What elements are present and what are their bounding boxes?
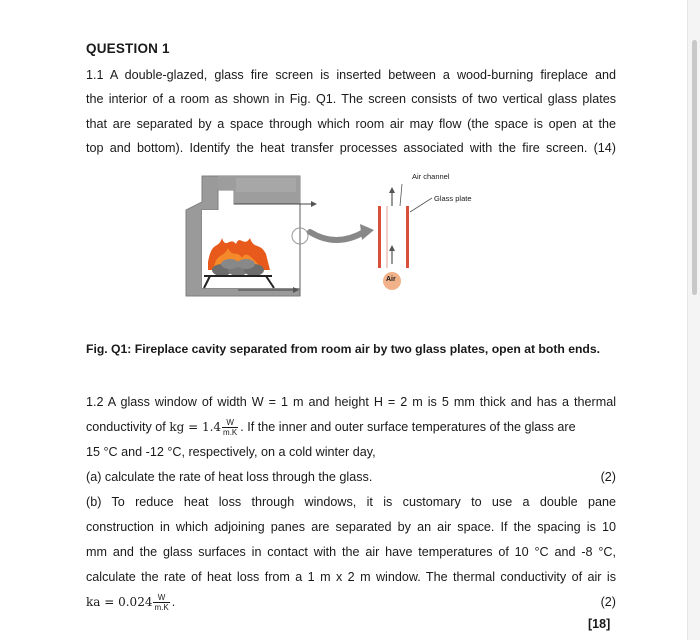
q12-line: 15 °C and -12 °C, respectively, on a cold winter day, [86,445,376,459]
total-marks: [18] [588,617,611,631]
glass-plate-label: Glass plate [434,194,472,203]
kg-expression: kg = 1.4 [169,420,222,434]
q12-line-post: . If the inner and outer surface temperatures of the glass are [240,420,576,434]
part-b-line: (b) To reduce heat loss through windows, it is customary to use a double pane [86,495,616,509]
question-1-1-text [86,63,616,160]
part-a-row [86,465,616,490]
kg-unit-fraction [222,418,238,437]
part-a-text: (a) calculate the rate of heat loss through the glass. [86,470,373,484]
fireplace-diagram [178,170,508,310]
scrollbar-thumb[interactable] [692,40,697,295]
air-label: Air [386,276,396,283]
part-b-line: construction in which adjoining panes are separated by an air space. If the spacing is 10 [86,520,616,534]
part-a-marks: (2) [600,470,616,484]
question-1-2-text [86,390,616,615]
unit-numerator: W [153,593,169,603]
q11-line: that are separated by a space through which room air may flow (the space is open at the [86,116,616,131]
unit-denominator: m.K [154,603,169,613]
q11-line: the interior of a room as shown in Fig. Q1. The screen consists of two vertical glass plates [86,92,616,107]
q12-line-pre: conductivity of [86,420,166,434]
fireplace-figure [178,170,508,310]
detail-arrow [310,232,364,240]
ka-post: . [171,595,176,609]
q12-conductivity-line [86,415,616,440]
part-b-marks: (2) [600,595,616,609]
scrollbar-track[interactable] [687,0,700,640]
q11-line: top and bottom). Identify the heat transfer processes associated with the fire screen. (14) [86,140,616,155]
figure-caption: Fig. Q1: Fireplace cavity separated from room air by two glass plates, open at both ends. [86,342,601,356]
glass-plate-left [378,206,381,268]
ka-expression: ka = 0.024 [86,595,153,609]
part-b-line: calculate the rate of heat loss from a 1 m x 2 m window. The thermal conductivity of air is [86,570,616,584]
q12-line: 1.2 A glass window of width W = 1 m and height H = 2 m is 5 mm thick and has a thermal [86,395,616,409]
part-b-line: mm and the glass surfaces in contact with the air have temperatures of 10 °C and -8 °C, [86,545,616,559]
question-heading: QUESTION 1 [86,41,170,56]
ka-row [86,590,616,615]
unit-numerator: W [222,418,238,428]
unit-denominator: m.K [223,428,238,438]
air-channel-label: Air channel [412,172,450,181]
chimney-lip [236,178,296,192]
ka-unit-fraction [153,593,169,612]
q11-line: 1.1 A double-glazed, glass fire screen is inserted between a wood-burning fireplace and [86,68,616,82]
glass-plate-right [406,206,409,268]
